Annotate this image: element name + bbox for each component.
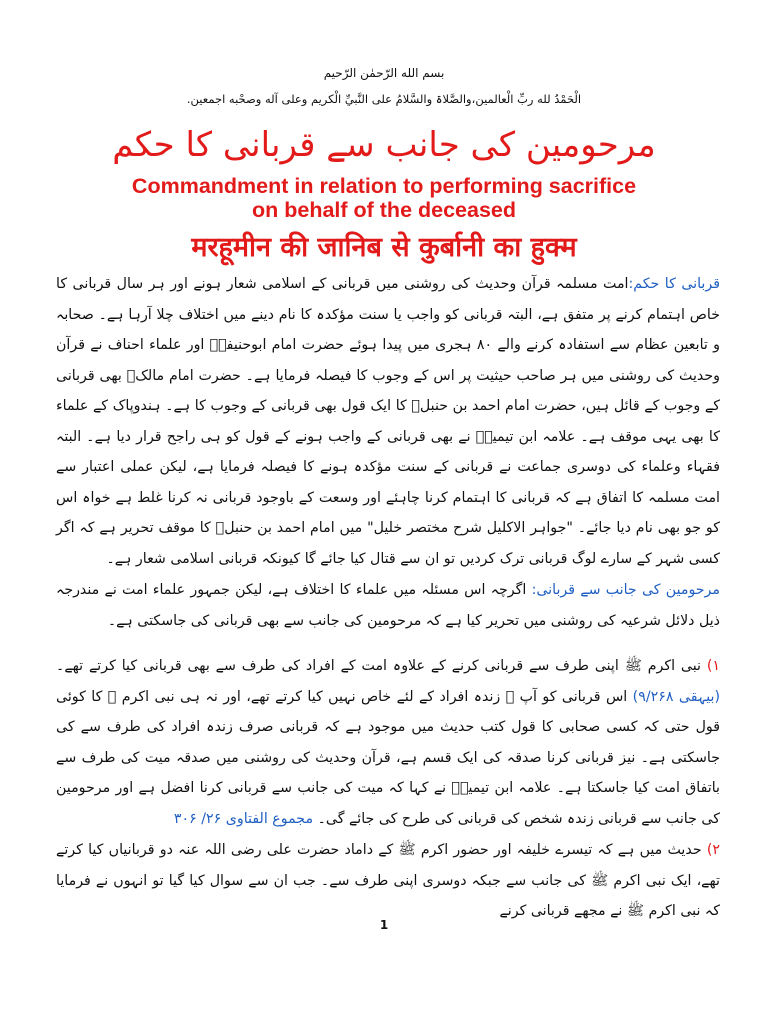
english-title-line-1: Commandment in relation to performing sacrifice [131,174,637,198]
hindi-title: मरहूमीन की जानिब से कुर्बानी का हुक्म [191,232,577,263]
point-1-text-b: اس قربانی کو آپ ﷺ زندہ افراد کے لئے خاص نہیں کیا کرتے تھے، اور نہ ہی نبی اکرم ﷺ کا کوئی قول حتی کہ کسی صحابی کا قول کتب حدیث میں موجود ہے کہ قربانی صرف زندہ افراد کی طرف سے کی جاسکتی ہے۔ نیز قربانی کرنا صدقہ کی ایک قسم ہے، قرآن وحدیث کی روشنی میں صدقہ میت کی طرف سے باتفاق امت کیا جاسکتا ہے۔ علامہ ابن تیمیہؒ نے کہا کہ میت کی جانب سے قربانی کرنا افضل ہے اور مرحومین کی جانب سے قربانی زندہ شخص کی قربانی کی طرح کی جائے گی۔ [56,688,720,827]
point-1-reference-a: (بیہقی ۹/۲۶۸) [632,688,720,705]
english-title [0,174,768,222]
point-1-paragraph [56,651,720,834]
point-1-number: ۱) [706,658,720,674]
point-2-text: حدیث میں ہے کہ تیسرے خلیفہ اور حضور اکرم ﷺ کے داماد حضرت علی رضی اللہ عنہ دو قربانیاں کیا کرتے تھے، ایک نبی اکرم ﷺ کی جانب سے جبکہ دوسری اپنی طرف سے۔ جب ان سے سوال کیا گیا تو انہوں نے فرمایا کہ نبی اکرم ﷺ نے مجھے قربانی کرنے [56,842,720,919]
deceased-text: اگرچہ اس مسئلہ میں علماء کا اختلاف ہے، لیکن جمہور علماء امت نے مندرجہ ذیل دلائل شرعیہ کی روشنی میں تحریر کیا ہے کہ مرحومین کی جانب سے بھی قربانی کی جاسکتی ہے۔ [56,582,720,629]
point-1-reference-b: مجموع الفتاوی ۲۶/ ۳۰۶ [173,810,318,827]
point-2-paragraph [56,835,720,927]
deceased-label: مرحومین کی جانب سے قربانی: [531,582,720,598]
urdu-title: مرحومین کی جانب سے قربانی کا حکم [112,125,656,165]
point-1-text-a: نبی اکرم ﷺ اپنی طرف سے قربانی کرنے کے علاوہ امت کے افراد کی طرف سے بھی قربانی کیا کرتے تھے۔ [56,658,707,674]
basmala-line: بسم الله الرّحمٰن الرّحيم [323,66,445,80]
point-2-number: ۲) [706,842,720,858]
page-number: 1 [379,918,389,932]
doxology-line: الْحَمْدُ لله ربِّ الْعالمين،والصَّلاۃ والسَّلامُ على النَّبيِّ الْكريم وعلى آله وصحْبه اجمعين. [186,92,582,106]
ruling-text: امت مسلمہ قرآن وحدیث کی روشنی میں قربانی کے اسلامی شعار ہونے اور ہر سال قربانی کا خاص اہتمام کرنے پر متفق ہے، البتہ قربانی کو واجب یا سنت مؤکدہ کا نام دینے میں اختلاف چلا آرہا ہے۔ صحابہ و تابعین عظام سے استفادہ کرنے والے ۸۰ ہجری میں پیدا ہوئے حضرت امام ابوحنیفہؒ اور علماء احناف نے قرآن وحدیث کی روشنی میں ہر صاحب حیثیت پر اس کے وجوب کا فیصلہ فرمایا ہے۔ حضرت امام مالکؒ بھی قربانی کے وجوب کے قائل ہیں، حضرت امام احمد بن حنبلؒ کا ایک قول بھی قربانی کے وجوب کا ہے۔ ہندوپاک کے علماء کا بھی یہی موقف ہے۔ علامہ ابن تیمیہؒ نے بھی قربانی کے واجب ہونے کے قول کو ہی راجح قرار دیا ہے۔ البتہ فقہاء وعلماء کی دوسری جماعت نے قربانی کے سنت مؤکدہ ہونے کا فیصلہ فرمایا ہے، لیکن عملی اعتبار سے امت مسلمہ کا اتفاق ہے کہ قربانی کا اہتمام کرنا چاہئے اور وسعت کے باوجود قربانی نہ کرنا غلط ہے خواہ اس کو جو بھی نام دیا جائے۔ "جواہر الاکلیل شرح مختصر خلیل" میں امام احمد بن حنبلؒ کا موقف تحریر ہے کہ اگر کسی شہر کے سارے لوگ قربانی ترک کردیں تو ان سے قتال کیا جائے گا کیونکہ قربانی اسلامی شعار ہے۔ [56,276,720,567]
english-title-line-2: on behalf of the deceased [251,198,517,222]
deceased-paragraph [56,575,720,636]
ruling-paragraph [56,269,720,574]
ruling-label: قربانی کا حکم: [628,276,720,292]
